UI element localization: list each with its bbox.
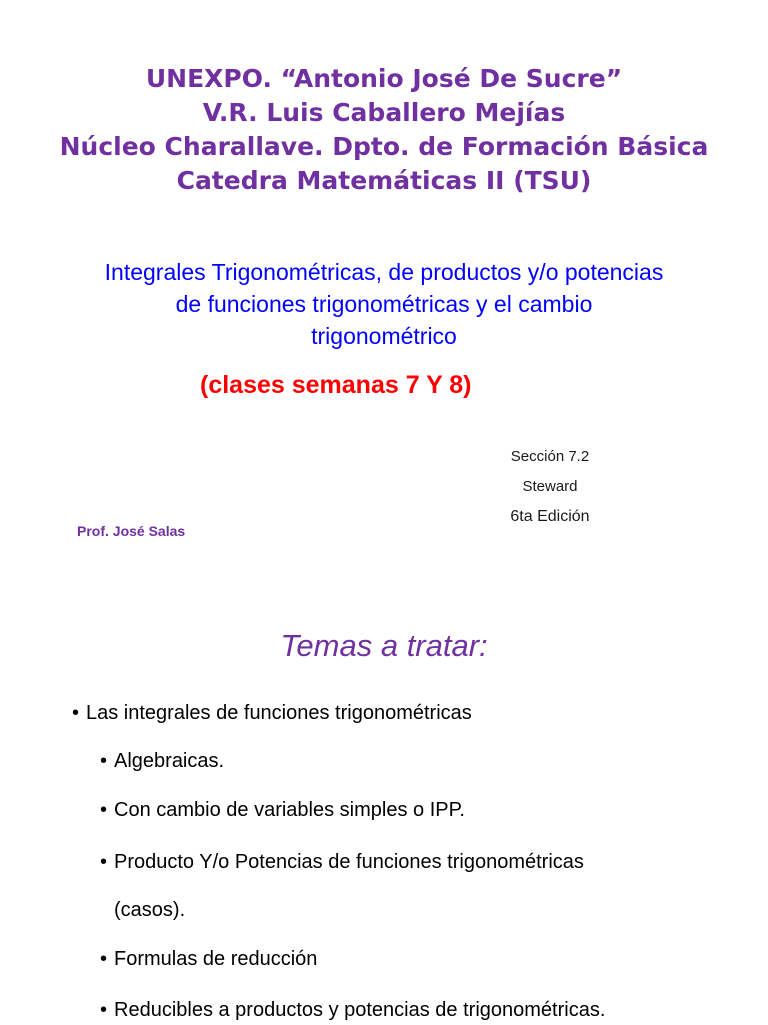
- topic-text: Producto Y/o Potencias de funciones trigonométricas: [114, 851, 584, 873]
- header-line-vice-rectorate: V.R. Luis Caballero Mejías: [202, 98, 566, 127]
- topic-text: Formulas de reducción: [114, 948, 318, 970]
- textbook-reference: [470, 442, 630, 532]
- list-item: [100, 847, 584, 877]
- lesson-title-line-3: trigonométrico: [311, 323, 457, 349]
- lesson-title-line-1: Integrales Trigonométricas, de productos y/o potencias: [104, 259, 664, 285]
- topic-text: Con cambio de variables simples o IPP.: [114, 799, 465, 821]
- reference-author: Steward: [522, 478, 578, 495]
- list-item: [100, 746, 224, 776]
- lesson-title: [40, 256, 728, 352]
- list-item: [100, 995, 605, 1025]
- list-item: [100, 795, 465, 825]
- list-item: [72, 698, 472, 728]
- institution-header: [0, 62, 768, 198]
- lesson-title-line-2: de funciones trigonométricas y el cambio: [175, 291, 593, 317]
- topic-text: Las integrales de funciones trigonométricas: [86, 702, 472, 724]
- weeks-note: (clases semanas 7 Y 8): [200, 371, 472, 399]
- professor-name: Prof. José Salas: [77, 523, 186, 539]
- topic-text: (casos).: [114, 899, 186, 921]
- bullet-marker: •: [100, 799, 108, 821]
- topics-heading: Temas a tratar:: [280, 628, 488, 663]
- reference-edition: 6ta Edición: [510, 508, 590, 525]
- bullet-marker: •: [100, 750, 108, 772]
- bullet-marker: •: [100, 851, 108, 873]
- bullet-marker: •: [100, 999, 108, 1021]
- header-line-department: Núcleo Charallave. Dpto. de Formación Básica: [59, 132, 709, 161]
- bullet-marker: •: [100, 948, 108, 970]
- reference-section: Sección 7.2: [510, 448, 590, 465]
- topic-text: Algebraicas.: [114, 750, 225, 772]
- list-item-continuation: [114, 895, 185, 925]
- header-line-university: UNEXPO. “Antonio José De Sucre”: [145, 64, 623, 93]
- bullet-marker: •: [72, 702, 80, 724]
- list-item: [100, 944, 317, 974]
- topic-text: Reducibles a productos y potencias de trigonométricas.: [114, 999, 606, 1021]
- header-line-course: Catedra Matemáticas II (TSU): [176, 166, 592, 195]
